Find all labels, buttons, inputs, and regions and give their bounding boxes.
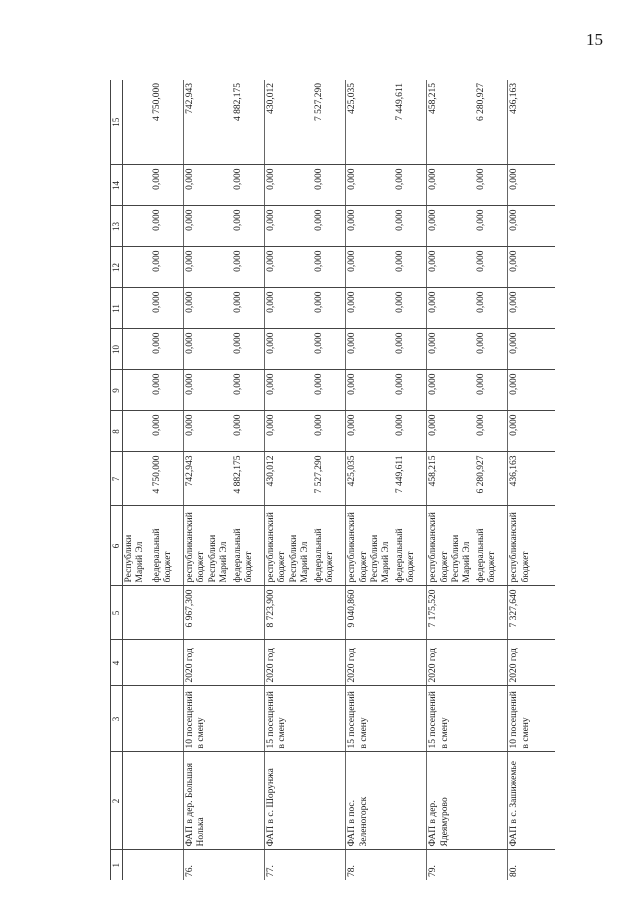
amount-cell: 0,000: [232, 288, 265, 329]
amount-cell: 4 882,175: [232, 80, 265, 165]
object-number: 80.: [508, 850, 555, 880]
amount-cell: 6 280,927: [475, 452, 508, 506]
amount-cell: 7 527,290: [313, 452, 346, 506]
amount-cell: 0,000: [232, 329, 265, 370]
amount-cell: 0,000: [346, 329, 394, 370]
amount-cell: 458,215: [427, 452, 475, 506]
construction-year: 2020 год: [508, 640, 555, 686]
object-number: 76.: [184, 850, 232, 880]
amount-cell: 4 750,000: [151, 452, 184, 506]
funding-source: республиканский бюджет Республики Марий Эл: [184, 506, 232, 586]
column-number: 14: [111, 165, 123, 206]
object-name: ФАП в пос. Зеленогорск: [346, 752, 394, 850]
amount-cell: 742,943: [184, 452, 232, 506]
construction-year: 2020 год: [184, 640, 232, 686]
table-row: [232, 80, 265, 880]
amount-cell: 0,000: [265, 370, 313, 411]
amount-cell: 0,000: [265, 165, 313, 206]
amount-cell: 0,000: [508, 247, 555, 288]
column-number: 11: [111, 288, 123, 329]
amount-cell: 0,000: [151, 165, 184, 206]
amount-cell: 0,000: [394, 165, 427, 206]
amount-cell: 0,000: [232, 411, 265, 452]
table-row: [394, 80, 427, 880]
column-number: 3: [111, 686, 123, 752]
total-cost: 7 327,640: [508, 586, 555, 640]
amount-cell: 0,000: [313, 206, 346, 247]
amount-cell: 0,000: [475, 165, 508, 206]
amount-cell: 4 882,175: [232, 452, 265, 506]
amount-cell: 0,000: [508, 206, 555, 247]
column-number: 1: [111, 850, 123, 880]
amount-cell: 0,000: [346, 288, 394, 329]
amount-cell: 7 449,611: [394, 80, 427, 165]
object-capacity: 10 посещений в смену: [184, 686, 232, 752]
amount-cell: 0,000: [184, 247, 232, 288]
funding-source: республиканский бюджет Республики Марий Эл: [346, 506, 394, 586]
amount-cell: 0,000: [394, 411, 427, 452]
total-cost: 8 723,900: [265, 586, 313, 640]
continuation-row: [123, 80, 151, 880]
amount-cell: 425,035: [346, 80, 394, 165]
object-capacity: 10 посещений в смену: [508, 686, 555, 752]
amount-cell: 0,000: [475, 411, 508, 452]
table-row: [313, 80, 346, 880]
funding-source: республиканский бюджет: [508, 506, 555, 586]
table-row: [265, 80, 313, 880]
table-row: [184, 80, 232, 880]
funding-source: федеральный бюджет: [232, 506, 265, 586]
total-cost: 9 040,860: [346, 586, 394, 640]
amount-cell: 0,000: [427, 288, 475, 329]
table-row: [151, 80, 184, 880]
amount-cell: 0,000: [232, 206, 265, 247]
amount-cell: 0,000: [346, 206, 394, 247]
amount-cell: 7 527,290: [313, 80, 346, 165]
amount-cell: 0,000: [232, 247, 265, 288]
column-number: 13: [111, 206, 123, 247]
amount-cell: 0,000: [346, 370, 394, 411]
table-row: [427, 80, 475, 880]
amount-cell: 0,000: [265, 247, 313, 288]
funding-source: республиканский бюджет Республики Марий Эл: [427, 506, 475, 586]
amount-cell: 0,000: [346, 165, 394, 206]
amount-cell: 0,000: [232, 370, 265, 411]
construction-year: 2020 год: [265, 640, 313, 686]
table-row: [508, 80, 555, 880]
object-number: 78.: [346, 850, 394, 880]
amount-cell: 0,000: [508, 165, 555, 206]
amount-cell: 0,000: [151, 206, 184, 247]
amount-cell: 425,035: [346, 452, 394, 506]
object-name: ФАП в дер. Большая Нолька: [184, 752, 232, 850]
column-number: 12: [111, 247, 123, 288]
amount-cell: 0,000: [394, 370, 427, 411]
total-cost: 6 967,300: [184, 586, 232, 640]
amount-cell: 0,000: [184, 411, 232, 452]
amount-cell: 0,000: [184, 329, 232, 370]
amount-cell: 0,000: [427, 206, 475, 247]
object-capacity: 15 посещений в смену: [346, 686, 394, 752]
amount-cell: 0,000: [475, 247, 508, 288]
table-row: [475, 80, 508, 880]
funding-source: федеральный бюджет: [151, 506, 184, 586]
column-number: 2: [111, 752, 123, 850]
amount-cell: 0,000: [475, 370, 508, 411]
table-row: [346, 80, 394, 880]
total-cost: 7 175,520: [427, 586, 475, 640]
amount-cell: 0,000: [151, 411, 184, 452]
amount-cell: 430,012: [265, 452, 313, 506]
amount-cell: 0,000: [427, 411, 475, 452]
amount-cell: 0,000: [184, 370, 232, 411]
column-number: 6: [111, 506, 123, 586]
amount-cell: 436,163: [508, 80, 555, 165]
amount-cell: 0,000: [475, 329, 508, 370]
amount-cell: 0,000: [508, 370, 555, 411]
amount-cell: 0,000: [394, 206, 427, 247]
page-number: 15: [586, 30, 603, 49]
amount-cell: 0,000: [151, 329, 184, 370]
object-number: 79.: [427, 850, 475, 880]
amount-cell: 6 280,927: [475, 80, 508, 165]
amount-cell: 0,000: [313, 288, 346, 329]
column-number: 5: [111, 586, 123, 640]
amount-cell: 0,000: [313, 165, 346, 206]
column-number: 15: [111, 80, 123, 165]
amount-cell: 0,000: [508, 288, 555, 329]
construction-year: 2020 год: [427, 640, 475, 686]
amount-cell: 0,000: [394, 247, 427, 288]
amount-cell: 0,000: [151, 288, 184, 329]
amount-cell: 0,000: [184, 288, 232, 329]
amount-cell: 436,163: [508, 452, 555, 506]
object-name: ФАП в дер. Ядеямурово: [427, 752, 475, 850]
funding-source: федеральный бюджет: [475, 506, 508, 586]
amount-cell: 0,000: [151, 247, 184, 288]
funding-source: федеральный бюджет: [394, 506, 427, 586]
amount-cell: 0,000: [265, 411, 313, 452]
amount-cell: 0,000: [508, 411, 555, 452]
amount-cell: 0,000: [151, 370, 184, 411]
budget-table: [110, 80, 555, 880]
amount-cell: 0,000: [184, 206, 232, 247]
amount-cell: 0,000: [427, 370, 475, 411]
amount-cell: 0,000: [346, 411, 394, 452]
column-number-row: [111, 80, 123, 880]
construction-year: 2020 год: [346, 640, 394, 686]
amount-cell: 0,000: [427, 329, 475, 370]
amount-cell: 0,000: [313, 329, 346, 370]
funding-source: Республики Марий Эл: [123, 506, 151, 586]
amount-cell: 0,000: [346, 247, 394, 288]
funding-source: федеральный бюджет: [313, 506, 346, 586]
object-number: 77.: [265, 850, 313, 880]
amount-cell: 0,000: [508, 329, 555, 370]
column-number: 7: [111, 452, 123, 506]
column-number: 8: [111, 411, 123, 452]
object-name: ФАП в с. Шорунжа: [265, 752, 313, 850]
rotated-table-wrapper: [110, 80, 615, 880]
amount-cell: 0,000: [394, 288, 427, 329]
amount-cell: 4 750,000: [151, 80, 184, 165]
amount-cell: 0,000: [265, 206, 313, 247]
amount-cell: 0,000: [184, 165, 232, 206]
amount-cell: 0,000: [313, 247, 346, 288]
column-number: 4: [111, 640, 123, 686]
object-name: ФАП в с. Зашижемье: [508, 752, 555, 850]
column-number: 9: [111, 370, 123, 411]
amount-cell: 0,000: [427, 165, 475, 206]
funding-source: республиканский бюджет Республики Марий Эл: [265, 506, 313, 586]
column-number: 10: [111, 329, 123, 370]
amount-cell: 7 449,611: [394, 452, 427, 506]
amount-cell: 458,215: [427, 80, 475, 165]
amount-cell: 0,000: [265, 329, 313, 370]
amount-cell: 430,012: [265, 80, 313, 165]
amount-cell: 0,000: [265, 288, 313, 329]
object-capacity: 15 посещений в смену: [265, 686, 313, 752]
amount-cell: 0,000: [427, 247, 475, 288]
amount-cell: 0,000: [232, 165, 265, 206]
amount-cell: 0,000: [475, 206, 508, 247]
amount-cell: 742,943: [184, 80, 232, 165]
amount-cell: 0,000: [313, 370, 346, 411]
amount-cell: 0,000: [394, 329, 427, 370]
amount-cell: 0,000: [475, 288, 508, 329]
amount-cell: 0,000: [313, 411, 346, 452]
object-capacity: 15 посещений в смену: [427, 686, 475, 752]
